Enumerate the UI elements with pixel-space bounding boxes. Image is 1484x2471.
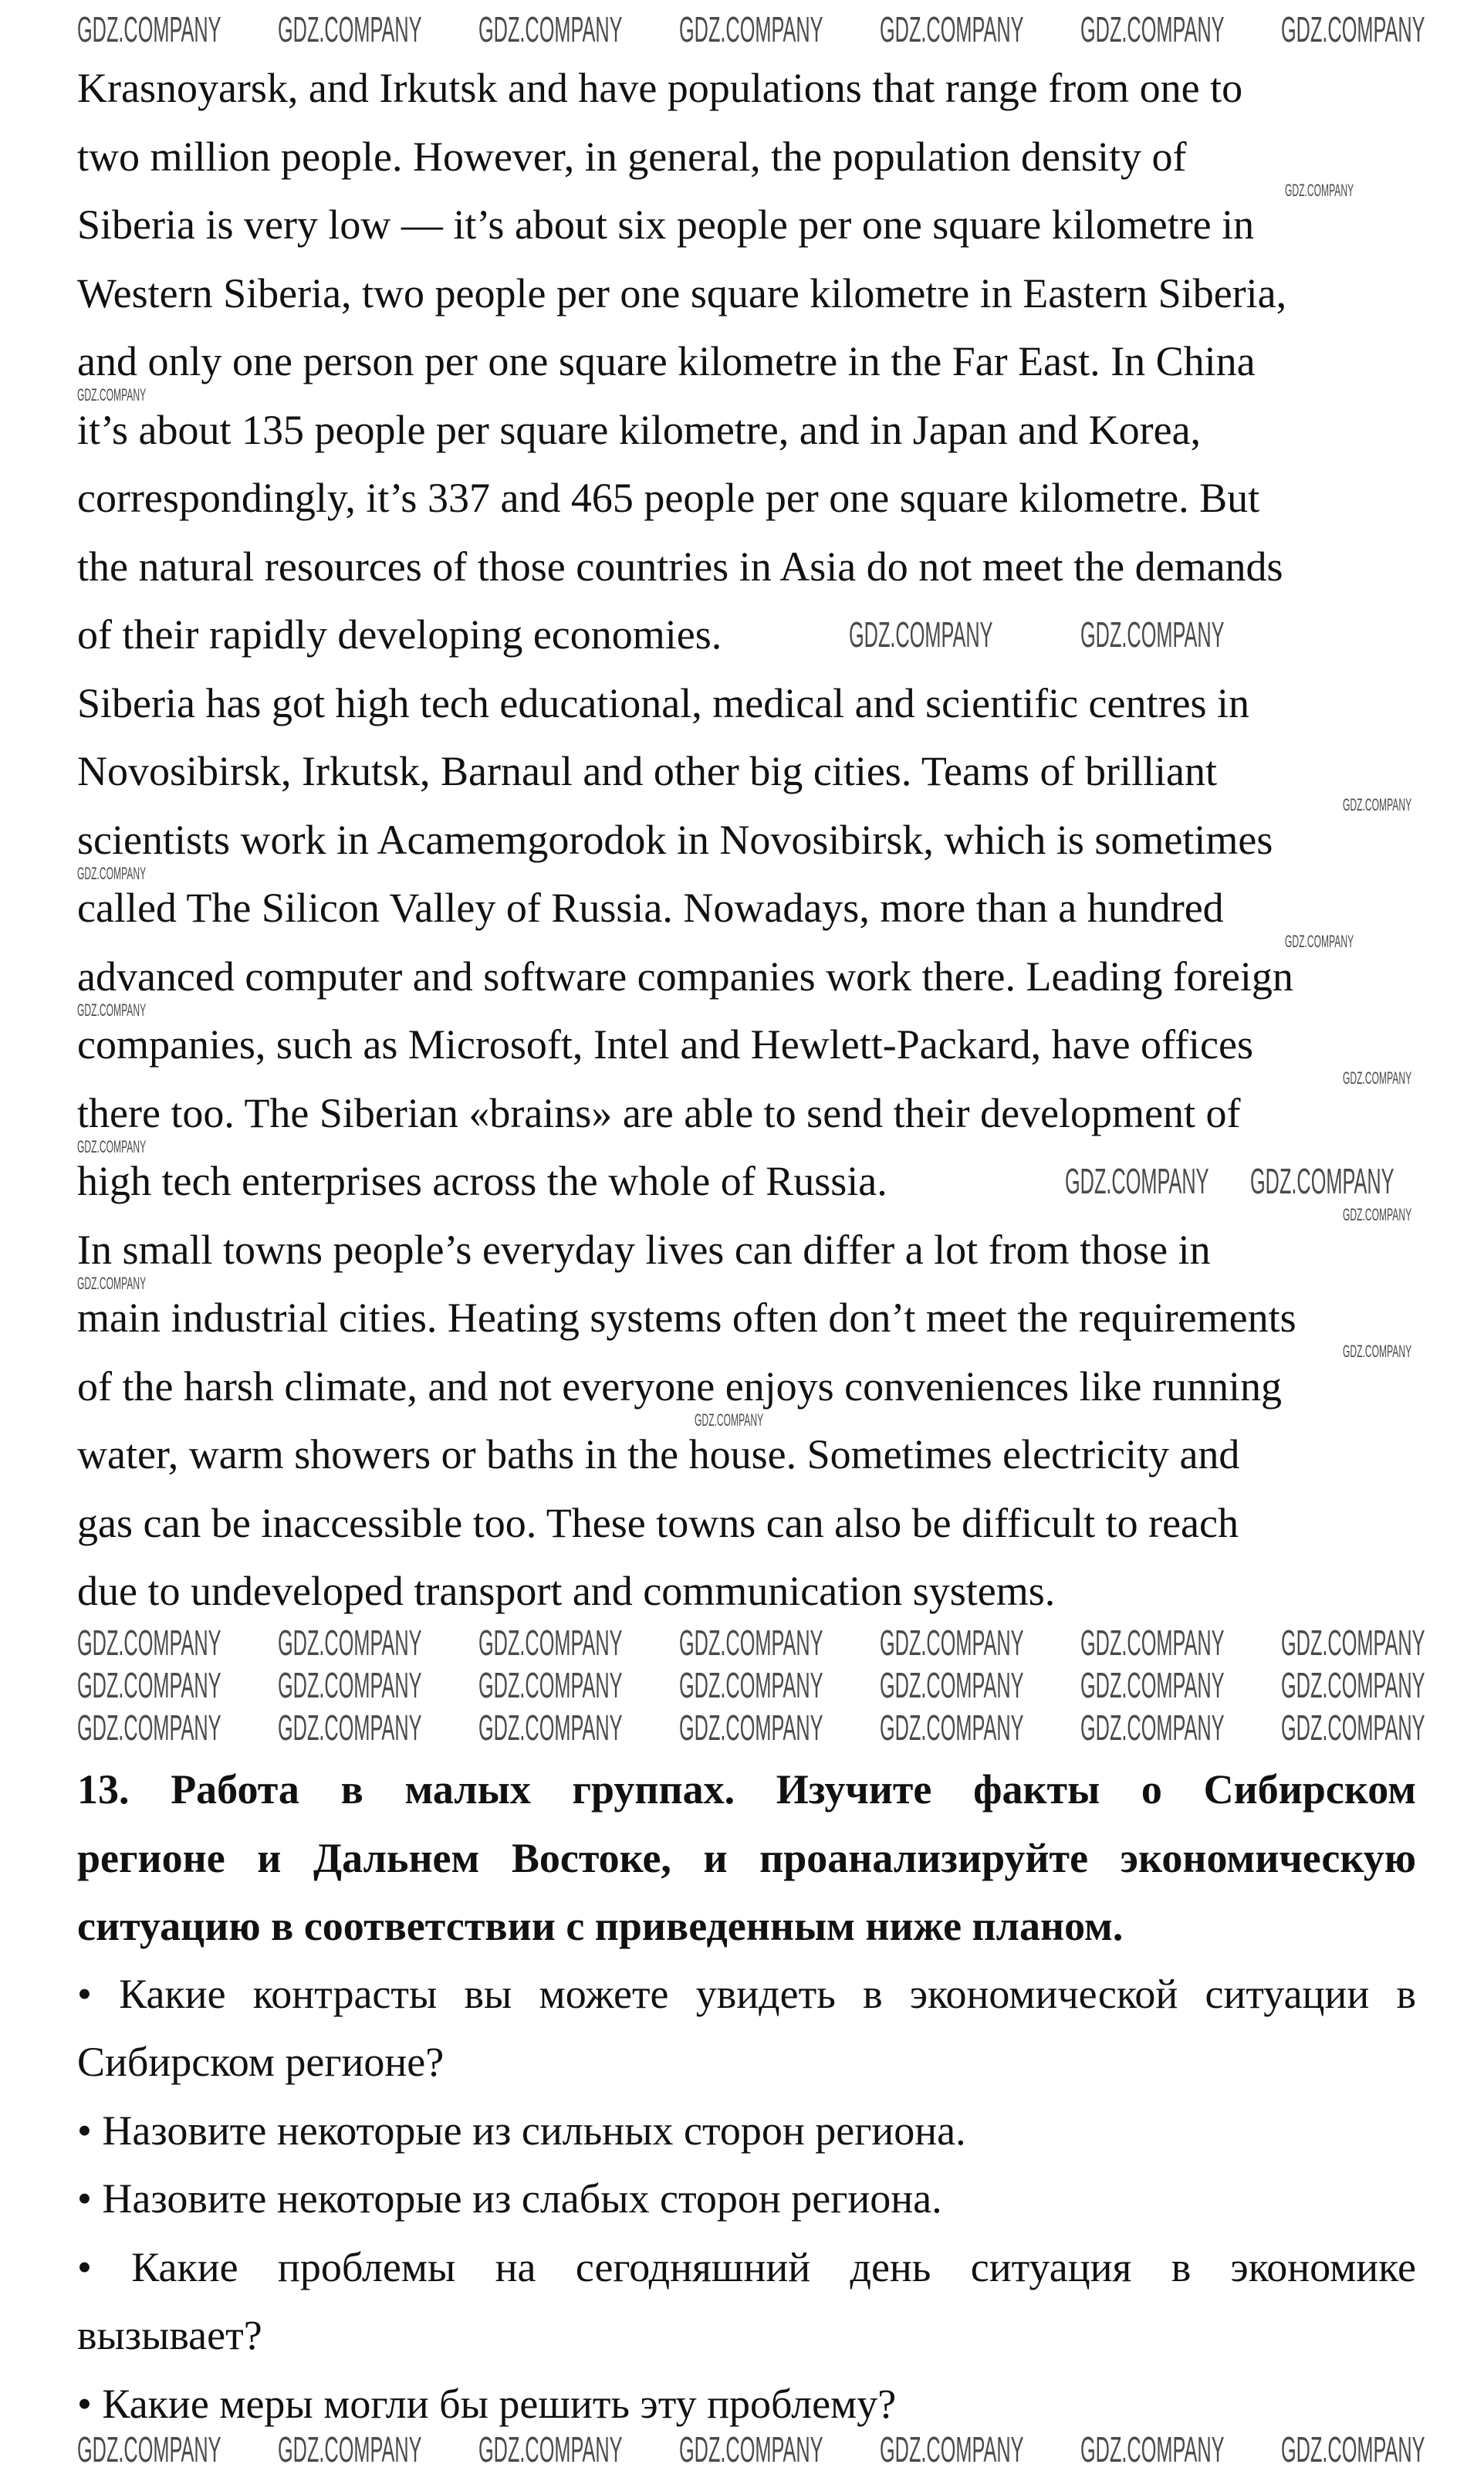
paragraph-line: the natural resources of those countries in Asia do not meet the demands bbox=[77, 543, 1283, 590]
paragraph-line: it’s about 135 people per square kilometre, and in Japan and Korea, bbox=[77, 406, 1202, 453]
watermark: GDZ.COMPANY bbox=[1281, 1708, 1425, 1748]
question-bullet-line: • Какие меры могли бы решить эту проблему? bbox=[77, 2380, 897, 2427]
watermark: GDZ.COMPANY bbox=[478, 2429, 623, 2469]
watermark: GDZ.COMPANY bbox=[1080, 1665, 1225, 1705]
watermark: GDZ.COMPANY bbox=[1281, 1623, 1425, 1663]
watermark: GDZ.COMPANY bbox=[77, 1273, 147, 1293]
watermark: GDZ.COMPANY bbox=[278, 9, 422, 49]
paragraph-line: due to undeveloped transport and communication systems. bbox=[77, 1568, 1056, 1614]
watermark: GDZ.COMPANY bbox=[1065, 1161, 1209, 1201]
paragraph-line: Novosibirsk, Irkutsk, Barnaul and other big cities. Teams of brilliant bbox=[77, 748, 1217, 794]
watermark: GDZ.COMPANY bbox=[1285, 180, 1354, 200]
watermark: GDZ.COMPANY bbox=[478, 1665, 623, 1705]
watermark: GDZ.COMPANY bbox=[880, 9, 1024, 49]
question-bullet-line: • Назовите некоторые из сильных сторон региона. bbox=[77, 2107, 966, 2154]
task-heading-line: 13. Работа в малых группах. Изучите факты о Сибирском bbox=[77, 1766, 1416, 1813]
watermark: GDZ.COMPANY bbox=[880, 2429, 1024, 2469]
paragraph-line: companies, such as Microsoft, Intel and Hewlett-Packard, have offices bbox=[77, 1021, 1253, 1068]
paragraph-line: of their rapidly developing economies. bbox=[77, 611, 722, 658]
watermark: GDZ.COMPANY bbox=[1080, 614, 1225, 655]
watermark: GDZ.COMPANY bbox=[1285, 932, 1354, 951]
watermark: GDZ.COMPANY bbox=[478, 9, 623, 49]
watermark: GDZ.COMPANY bbox=[1080, 1623, 1225, 1663]
watermark: GDZ.COMPANY bbox=[478, 1623, 623, 1663]
paragraph-line: and only one person per one square kilometre in the Far East. In China bbox=[77, 338, 1256, 384]
question-bullet-line: • Назовите некоторые из слабых сторон региона. bbox=[77, 2175, 942, 2222]
watermark: GDZ.COMPANY bbox=[1281, 9, 1425, 49]
watermark: GDZ.COMPANY bbox=[478, 1708, 623, 1748]
task-heading-line: регионе и Дальнем Востоке, и проанализируйте экономическую bbox=[77, 1834, 1416, 1881]
watermark: GDZ.COMPANY bbox=[1281, 2429, 1425, 2469]
watermark: GDZ.COMPANY bbox=[77, 1708, 221, 1748]
watermark: GDZ.COMPANY bbox=[1343, 1342, 1412, 1361]
watermark: GDZ.COMPANY bbox=[278, 2429, 422, 2469]
watermark: GDZ.COMPANY bbox=[77, 1136, 147, 1156]
watermark: GDZ.COMPANY bbox=[1080, 2429, 1225, 2469]
watermark: GDZ.COMPANY bbox=[1080, 1708, 1225, 1748]
watermark: GDZ.COMPANY bbox=[77, 2429, 221, 2469]
question-bullet-line: вызывает? bbox=[77, 2312, 262, 2359]
paragraph-line: there too. The Siberian «brains» are able to send their development of bbox=[77, 1089, 1241, 1136]
paragraph-line: water, warm showers or baths in the house. Sometimes electricity and bbox=[77, 1431, 1240, 1478]
watermark: GDZ.COMPANY bbox=[1343, 1205, 1412, 1224]
question-bullet-line: • Какие контрасты вы можете увидеть в экономической ситуации в bbox=[77, 1970, 1416, 2017]
watermark: GDZ.COMPANY bbox=[1343, 1068, 1412, 1088]
paragraph-line: Siberia has got high tech educational, medical and scientific centres in bbox=[77, 679, 1249, 726]
paragraph-line: main industrial cities. Heating systems often don’t meet the requirements bbox=[77, 1295, 1296, 1341]
watermark: GDZ.COMPANY bbox=[77, 9, 221, 49]
paragraph-line: correspondingly, it’s 337 and 465 people per one square kilometre. But bbox=[77, 475, 1260, 521]
paragraph-line: of the harsh climate, and not everyone enjoys conveniences like running bbox=[77, 1362, 1282, 1410]
watermark: GDZ.COMPANY bbox=[77, 863, 147, 883]
watermark: GDZ.COMPANY bbox=[278, 1708, 422, 1748]
watermark: GDZ.COMPANY bbox=[1343, 795, 1412, 814]
watermark: GDZ.COMPANY bbox=[880, 1623, 1024, 1663]
watermark: GDZ.COMPANY bbox=[679, 1665, 823, 1705]
task-heading-line: ситуацию в соответствии с приведенным ниже планом. bbox=[77, 1903, 1124, 1950]
watermark: GDZ.COMPANY bbox=[679, 1708, 823, 1748]
watermark: GDZ.COMPANY bbox=[880, 1665, 1024, 1705]
watermark: GDZ.COMPANY bbox=[695, 1410, 764, 1430]
watermark: GDZ.COMPANY bbox=[1250, 1161, 1394, 1201]
paragraph-line: In small towns people’s everyday lives can differ a lot from those in bbox=[77, 1226, 1211, 1273]
paragraph-line: gas can be inaccessible too. These towns can also be difficult to reach bbox=[77, 1499, 1239, 1546]
watermark: GDZ.COMPANY bbox=[679, 1623, 823, 1663]
paragraph-line: advanced computer and software companies work there. Leading foreign bbox=[77, 953, 1293, 1000]
watermark: GDZ.COMPANY bbox=[1281, 1665, 1425, 1705]
watermark: GDZ.COMPANY bbox=[77, 1000, 147, 1020]
paragraph-line: Siberia is very low — it’s about six people per one square kilometre in bbox=[77, 201, 1255, 248]
watermark: GDZ.COMPANY bbox=[77, 1623, 221, 1663]
watermark: GDZ.COMPANY bbox=[849, 614, 993, 655]
watermark: GDZ.COMPANY bbox=[77, 1665, 221, 1705]
question-bullet-line: • Какие проблемы на сегодняшний день ситуация в экономике bbox=[77, 2243, 1416, 2290]
watermark: GDZ.COMPANY bbox=[880, 1708, 1024, 1748]
paragraph-line: two million people. However, in general, the population density of bbox=[77, 133, 1187, 180]
paragraph-line: Western Siberia, two people per one square kilometre in Eastern Siberia, bbox=[77, 269, 1287, 316]
paragraph-line: Krasnoyarsk, and Irkutsk and have populations that range from one to bbox=[77, 65, 1243, 111]
paragraph-line: scientists work in Acamemgorodok in Novosibirsk, which is sometimes bbox=[77, 816, 1273, 863]
question-bullet-line: Сибирском регионе? bbox=[77, 2039, 445, 2086]
watermark: GDZ.COMPANY bbox=[679, 9, 823, 49]
watermark: GDZ.COMPANY bbox=[679, 2429, 823, 2469]
paragraph-line: high tech enterprises across the whole of Russia. bbox=[77, 1158, 887, 1204]
watermark: GDZ.COMPANY bbox=[1080, 9, 1225, 49]
watermark: GDZ.COMPANY bbox=[278, 1665, 422, 1705]
watermark: GDZ.COMPANY bbox=[77, 385, 147, 404]
watermark: GDZ.COMPANY bbox=[278, 1623, 422, 1663]
paragraph-line: called The Silicon Valley of Russia. Nowadays, more than a hundred bbox=[77, 885, 1224, 931]
